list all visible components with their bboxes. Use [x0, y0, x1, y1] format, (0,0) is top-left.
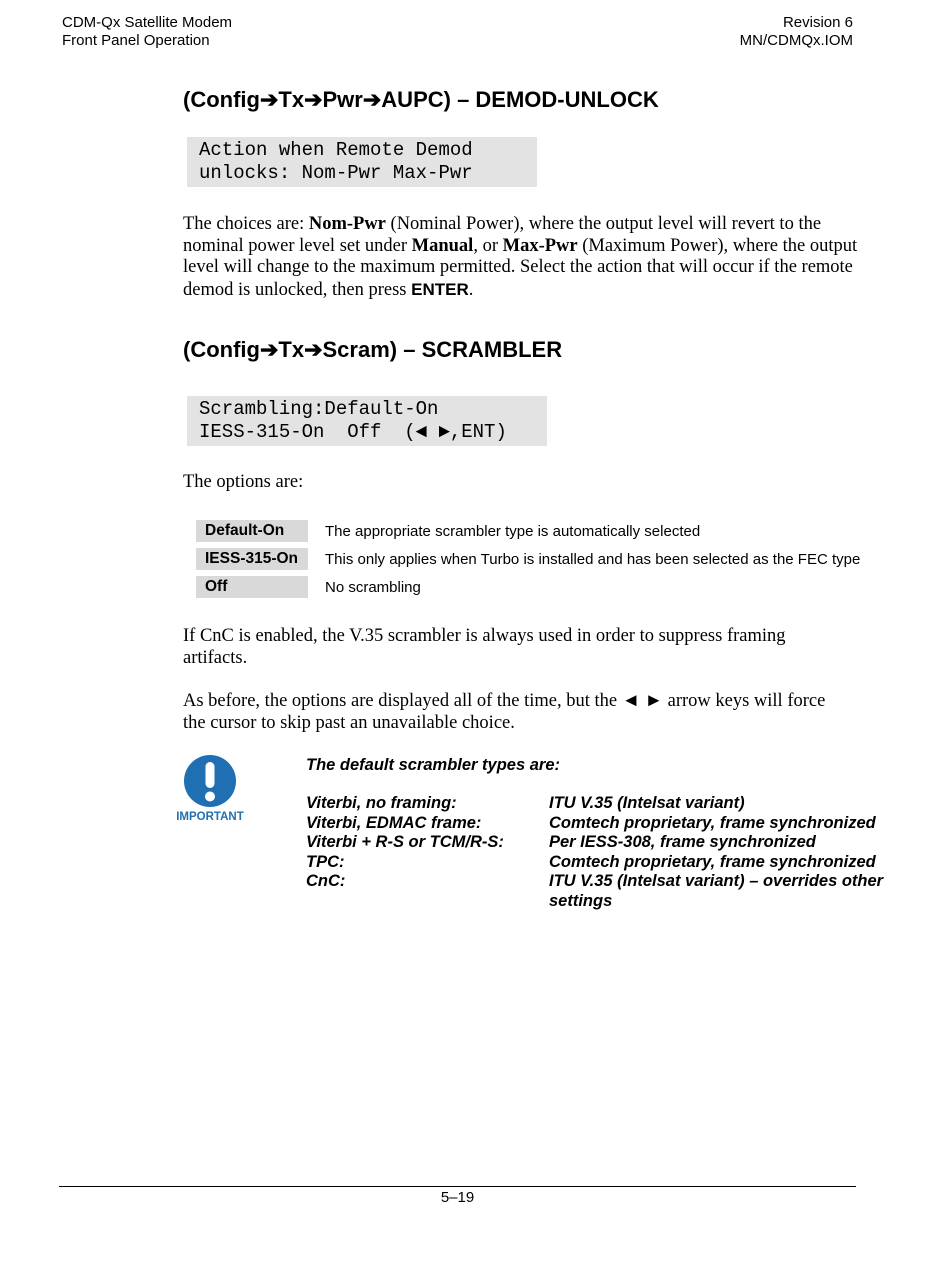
- fec-mode: Viterbi, no framing:: [306, 794, 457, 812]
- fec-mode: Viterbi + R-S or TCM/R-S:: [306, 833, 504, 851]
- option-row-off: [196, 576, 860, 598]
- term-nom-pwr: Nom-Pwr: [308, 214, 386, 234]
- fec-mode: CnC:: [306, 872, 346, 890]
- fec-mode: Viterbi, EDMAC frame:: [306, 813, 482, 832]
- scrambler-type-row: [306, 814, 906, 834]
- header-revision: Revision 6: [782, 14, 853, 31]
- option-key: Default-On: [196, 520, 308, 542]
- text-run: .: [468, 279, 474, 300]
- option-key: Off: [196, 576, 308, 598]
- scrambler-types-list: [306, 794, 906, 911]
- paragraph-arrow-keys: As before, the options are displayed all of the time, but the ◄ ► arrow keys will force the cursor to skip past an unavailable choice.: [183, 691, 826, 733]
- option-row-iess-315-on: [196, 548, 860, 570]
- section-title-scrambler: (Config➔Tx➔Scram) – SCRAMBLER: [183, 337, 563, 362]
- running-header-left: [62, 14, 232, 50]
- text-run: , or: [473, 235, 503, 256]
- exclamation-icon: [183, 754, 237, 808]
- options-intro: The options are:: [183, 472, 304, 492]
- text-run: (Nominal Power), where the output level will revert to the nominal power level set under: [183, 214, 822, 256]
- scrambler-type: Comtech proprietary, frame synchronized: [549, 852, 876, 871]
- scrambler-type-row: [306, 794, 906, 814]
- term-manual: Manual: [411, 235, 474, 256]
- running-header-right: [740, 14, 853, 50]
- page-number: 5–19: [440, 1189, 475, 1206]
- scrambler-type-row: [306, 872, 906, 911]
- term-max-pwr: Max-Pwr: [502, 235, 578, 256]
- option-description: This only applies when Turbo is installed and has been selected as the FEC type: [325, 550, 861, 568]
- key-enter: ENTER: [411, 279, 469, 299]
- important-label: IMPORTANT: [176, 811, 244, 823]
- scrambler-type: ITU V.35 (Intelsat variant) – overrides other settings: [549, 872, 884, 910]
- option-key: IESS-315-On: [196, 548, 308, 570]
- lcd-display-scrambler: [187, 396, 547, 446]
- scrambler-type: Per IESS-308, frame synchronized: [549, 833, 816, 851]
- header-chapter: Front Panel Operation: [62, 32, 210, 49]
- paragraph-demod-choices: [183, 214, 858, 301]
- lcd-line-1: Action when Remote Demod: [199, 139, 473, 161]
- scrambler-type-row: [306, 853, 906, 873]
- options-table: [196, 520, 860, 598]
- scrambler-type-row: [306, 833, 906, 853]
- scrambler-type: ITU V.35 (Intelsat variant): [549, 794, 745, 812]
- important-badge: [176, 754, 244, 823]
- fec-mode: TPC:: [306, 852, 345, 871]
- scrambler-type: Comtech proprietary, frame synchronized: [549, 813, 876, 832]
- lcd-display-demod-unlock: [187, 137, 537, 187]
- paragraph-cnc: If CnC is enabled, the V.35 scrambler is always used in order to suppress framing artifacts.: [183, 626, 786, 668]
- footer-rule: [59, 1186, 856, 1187]
- section-title-demod-unlock: (Config➔Tx➔Pwr➔AUPC) – DEMOD-UNLOCK: [183, 87, 659, 112]
- option-row-default-on: [196, 520, 860, 542]
- header-product: CDM-Qx Satellite Modem: [62, 14, 233, 31]
- lcd-line-1: Scrambling:Default-On: [199, 398, 439, 420]
- text-run: (Maximum Power), where the output level will change to the maximum permitted. Select the action that will occur if the remote demod is unlocked, then press: [183, 235, 858, 300]
- option-description: No scrambling: [325, 578, 421, 596]
- lcd-line-2: IESS-315-On Off (◄ ►,ENT): [199, 421, 507, 443]
- header-doc-number: MN/CDMQx.IOM: [739, 32, 853, 49]
- text-run: The choices are:: [183, 214, 309, 234]
- lcd-line-2: unlocks: Nom-Pwr Max-Pwr: [199, 162, 473, 184]
- option-description: The appropriate scrambler type is automatically selected: [325, 522, 701, 540]
- important-heading: The default scrambler types are:: [306, 756, 561, 774]
